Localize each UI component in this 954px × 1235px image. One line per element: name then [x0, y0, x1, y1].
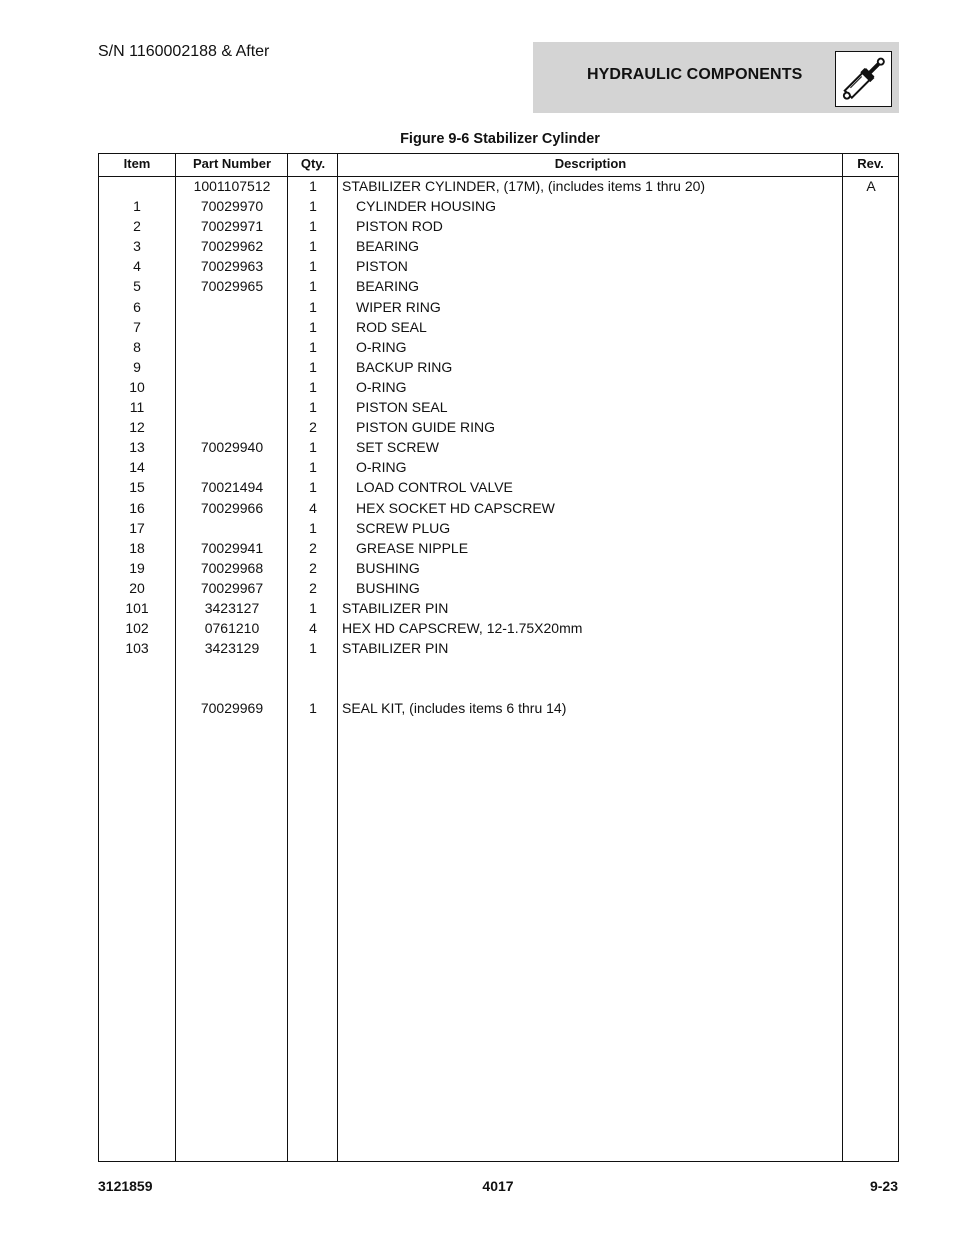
- table-row: [99, 699, 898, 719]
- table-row: [99, 599, 898, 619]
- table-row: [99, 559, 898, 579]
- hydraulic-cylinder-icon: [835, 51, 892, 107]
- description: GREASE NIPPLE: [356, 539, 469, 556]
- item-number: 7: [133, 318, 141, 335]
- item-number: 18: [129, 539, 145, 556]
- item-number: 101: [125, 599, 149, 616]
- quantity: 1: [309, 278, 317, 295]
- description: STABILIZER CYLINDER, (17M), (includes items 1 thru 20): [342, 178, 706, 194]
- description: STABILIZER PIN: [342, 640, 449, 657]
- footer-page-number: 9-23: [869, 1178, 898, 1194]
- part-number: 70029969: [200, 700, 264, 717]
- item-number: 1: [133, 198, 141, 215]
- quantity: 1: [309, 439, 317, 456]
- part-number: 70029970: [200, 198, 264, 215]
- part-number: 70029965: [200, 278, 264, 295]
- description: PISTON ROD: [356, 218, 443, 235]
- table-row: [99, 197, 898, 217]
- part-number: 70029962: [200, 238, 264, 255]
- part-number: 70021494: [200, 479, 264, 496]
- quantity: 1: [309, 298, 317, 315]
- quantity: 4: [309, 620, 317, 637]
- item-number: 4: [133, 258, 141, 275]
- description: PISTON: [356, 258, 408, 275]
- table-row: [99, 418, 898, 438]
- quantity: 2: [309, 579, 317, 596]
- description: SET SCREW: [356, 439, 439, 456]
- table-row: [99, 519, 898, 539]
- quantity: 1: [309, 640, 317, 657]
- table-row: [99, 539, 898, 559]
- table-row: [99, 237, 898, 257]
- section-header: [533, 42, 899, 113]
- description: STABILIZER PIN: [342, 599, 449, 616]
- quantity: 1: [309, 399, 317, 416]
- table-row: [99, 277, 898, 297]
- item-number: 103: [125, 640, 149, 657]
- part-number: 3423127: [204, 599, 260, 616]
- description: WIPER RING: [356, 298, 441, 315]
- part-number: 70029971: [200, 218, 264, 235]
- part-number: 1001107512: [193, 178, 271, 194]
- item-number: 12: [129, 419, 145, 436]
- item-number: 13: [129, 439, 145, 456]
- figure-title: Figure 9-6 Stabilizer Cylinder: [400, 131, 600, 147]
- parts-table: [98, 153, 899, 1162]
- footer-manual-number: 3121859: [98, 1178, 153, 1194]
- item-number: 8: [133, 338, 141, 355]
- table-row: [99, 579, 898, 599]
- item-number: 3: [133, 238, 141, 255]
- part-number: 0761210: [204, 620, 260, 637]
- table-row: [99, 499, 898, 519]
- quantity: 1: [309, 318, 317, 335]
- part-number: 3423129: [204, 640, 260, 657]
- table-spacer-row: [99, 659, 898, 699]
- table-row: [99, 358, 898, 378]
- quantity: 1: [309, 238, 317, 255]
- quantity: 1: [309, 178, 317, 194]
- table-row: [99, 318, 898, 338]
- quantity: 1: [309, 198, 317, 215]
- item-number: 11: [129, 399, 145, 416]
- part-number: 70029963: [200, 258, 264, 275]
- description: SCREW PLUG: [356, 519, 451, 536]
- table-row: [99, 398, 898, 418]
- description: BUSHING: [356, 579, 420, 596]
- quantity: 2: [309, 419, 317, 436]
- quantity: 1: [309, 519, 317, 536]
- quantity: 1: [309, 599, 317, 616]
- part-number: 70029941: [200, 539, 264, 556]
- table-row: [99, 298, 898, 318]
- table-row: [99, 458, 898, 478]
- table-body: [99, 177, 898, 720]
- description: HEX HD CAPSCREW, 12-1.75X20mm: [342, 620, 583, 637]
- column-header-item: Item: [123, 156, 151, 171]
- description: O-RING: [356, 459, 407, 476]
- item-number: 2: [133, 218, 141, 235]
- description: BACKUP RING: [356, 358, 453, 375]
- description: SEAL KIT, (includes items 6 thru 14): [342, 700, 567, 717]
- table-row: [99, 257, 898, 277]
- item-number: 5: [133, 278, 141, 295]
- description: O-RING: [356, 338, 407, 355]
- column-header-rev: Rev.: [857, 156, 884, 171]
- quantity: 1: [309, 378, 317, 395]
- item-number: 102: [125, 620, 149, 637]
- description: BEARING: [356, 278, 420, 295]
- description: CYLINDER HOUSING: [356, 198, 497, 215]
- table-row: [99, 619, 898, 639]
- item-number: 9: [133, 358, 141, 375]
- item-number: 6: [133, 298, 141, 315]
- item-number: 14: [129, 459, 145, 476]
- description: BUSHING: [356, 559, 420, 576]
- section-title: HYDRAULIC COMPONENTS: [587, 66, 803, 83]
- table-row: [99, 378, 898, 398]
- item-number: 10: [129, 378, 145, 395]
- quantity: 4: [309, 499, 317, 516]
- quantity: 1: [309, 218, 317, 235]
- table-row: [99, 177, 898, 197]
- table-row: [99, 338, 898, 358]
- serial-number: S/N 1160002188 & After: [98, 43, 270, 60]
- revision: A: [866, 178, 876, 194]
- column-header-part-number: Part Number: [192, 156, 272, 171]
- table-row: [99, 639, 898, 659]
- quantity: 1: [309, 459, 317, 476]
- table-row: [99, 438, 898, 458]
- quantity: 1: [309, 479, 317, 496]
- table-row: [99, 217, 898, 237]
- part-number: 70029968: [200, 559, 264, 576]
- item-number: 16: [129, 499, 145, 516]
- item-number: 15: [129, 479, 145, 496]
- footer-model: 4017: [482, 1178, 514, 1194]
- quantity: 1: [309, 258, 317, 275]
- part-number: 70029966: [200, 499, 264, 516]
- quantity: 2: [309, 559, 317, 576]
- part-number: 70029967: [200, 579, 264, 596]
- item-number: 20: [129, 579, 145, 596]
- column-header-description: Description: [554, 156, 627, 171]
- item-number: 19: [129, 559, 145, 576]
- description: BEARING: [356, 238, 420, 255]
- description: LOAD CONTROL VALVE: [356, 479, 513, 496]
- description: O-RING: [356, 378, 407, 395]
- quantity: 1: [309, 700, 317, 717]
- item-number: 17: [129, 519, 145, 536]
- description: PISTON SEAL: [356, 399, 448, 416]
- description: PISTON GUIDE RING: [356, 419, 495, 436]
- quantity: 1: [309, 358, 317, 375]
- quantity: 2: [309, 539, 317, 556]
- description: HEX SOCKET HD CAPSCREW: [356, 499, 555, 516]
- description: ROD SEAL: [356, 318, 427, 335]
- quantity: 1: [309, 338, 317, 355]
- table-row: [99, 478, 898, 498]
- column-header-qty: Qty.: [300, 156, 326, 171]
- part-number: 70029940: [200, 439, 264, 456]
